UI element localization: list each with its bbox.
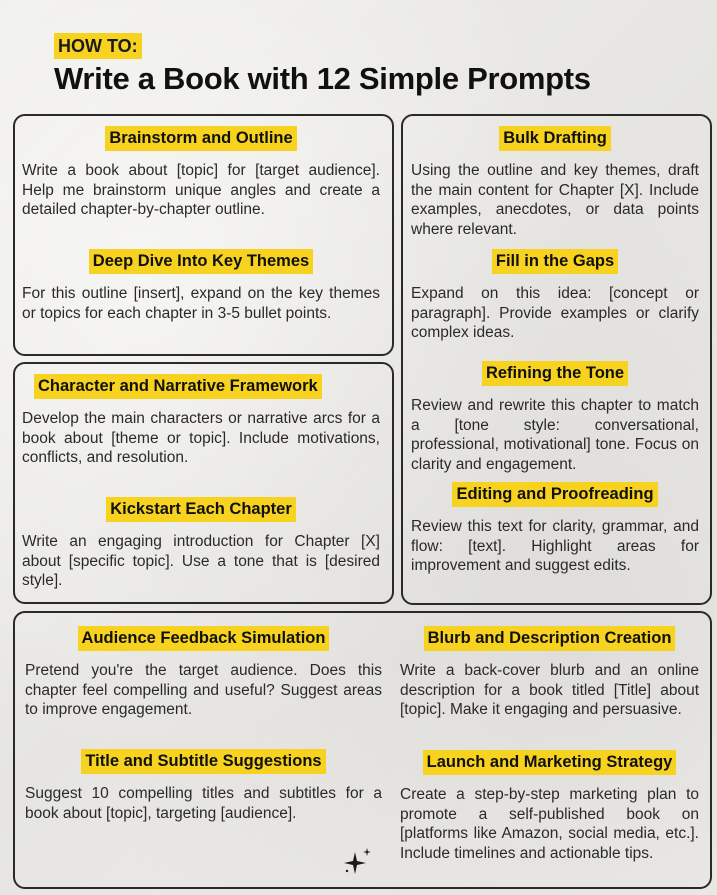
- section-text: Develop the main characters or narrative arcs for a book about [theme or topic]. Include motivations, conflicts, and resolution.: [22, 410, 380, 466]
- section-heading: Character and Narrative Framework: [34, 374, 322, 399]
- section-text: Using the outline and key themes, draft the main content for Chapter [X]. Include examples, anecdotes, or data points where relevant.: [411, 162, 699, 238]
- section-heading: Deep Dive Into Key Themes: [89, 249, 313, 274]
- section-text: Write an engaging introduction for Chapter [X] about [specific topic]. Use a tone that is [desired style].: [22, 533, 380, 589]
- section-text: Create a step-by-step marketing plan to promote a self-published book on [platforms like Amazon, social media, etc.]. Include timelines and actionable tips.: [400, 786, 699, 862]
- section-heading: Blurb and Description Creation: [424, 626, 676, 651]
- section-heading: Fill in the Gaps: [492, 249, 618, 274]
- section-heading: Brainstorm and Outline: [105, 126, 296, 151]
- section-bulk-drafting: [411, 126, 699, 239]
- section-text: Suggest 10 compelling titles and subtitles for a book about [topic], targeting [audience].: [25, 785, 382, 822]
- section-heading: Editing and Proofreading: [452, 482, 657, 507]
- section-editing: [411, 482, 699, 576]
- section-heading: Kickstart Each Chapter: [106, 497, 296, 522]
- section-heading: Title and Subtitle Suggestions: [81, 749, 325, 774]
- section-text: Expand on this idea: [concept or paragraph]. Provide examples or clarify complex ideas.: [411, 285, 699, 341]
- section-fill-gaps: [411, 249, 699, 343]
- section-brainstorm: [22, 126, 380, 220]
- section-deep-dive: [22, 249, 380, 323]
- section-audience-feedback: [25, 626, 382, 720]
- section-text: Pretend you're the target audience. Does this chapter feel compelling and useful? Suggest areas to improve engagement.: [25, 662, 382, 718]
- section-heading: Audience Feedback Simulation: [78, 626, 330, 651]
- page-title: Write a Book with 12 Simple Prompts: [54, 61, 591, 96]
- section-heading: Refining the Tone: [482, 361, 628, 386]
- sparkle-icon: [342, 846, 374, 883]
- section-text: For this outline [insert], expand on the key themes or topics for each chapter in 3-5 bullet points.: [22, 285, 380, 322]
- section-text: Review and rewrite this chapter to match a [tone style: conversational, professional, motivational] tone. Focus on clarity and engagement.: [411, 397, 699, 473]
- section-launch-marketing: [400, 750, 699, 863]
- section-tone: [411, 361, 699, 474]
- section-character: [22, 374, 380, 468]
- how-to-label: HOW TO:: [54, 33, 142, 59]
- section-heading: Launch and Marketing Strategy: [423, 750, 677, 775]
- section-kickstart: [22, 497, 380, 591]
- section-title-suggestions: [25, 749, 382, 823]
- section-heading: Bulk Drafting: [499, 126, 611, 151]
- section-blurb: [400, 626, 699, 720]
- section-text: Write a book about [topic] for [target audience]. Help me brainstorm unique angles and create a detailed chapter-by-chapter outline.: [22, 162, 380, 218]
- section-text: Write a back-cover blurb and an online description for a book titled [Title] about [topic]. Make it engaging and persuasive.: [400, 662, 699, 718]
- section-text: Review this text for clarity, grammar, and flow: [text]. Highlight areas for improvement and suggest edits.: [411, 518, 699, 574]
